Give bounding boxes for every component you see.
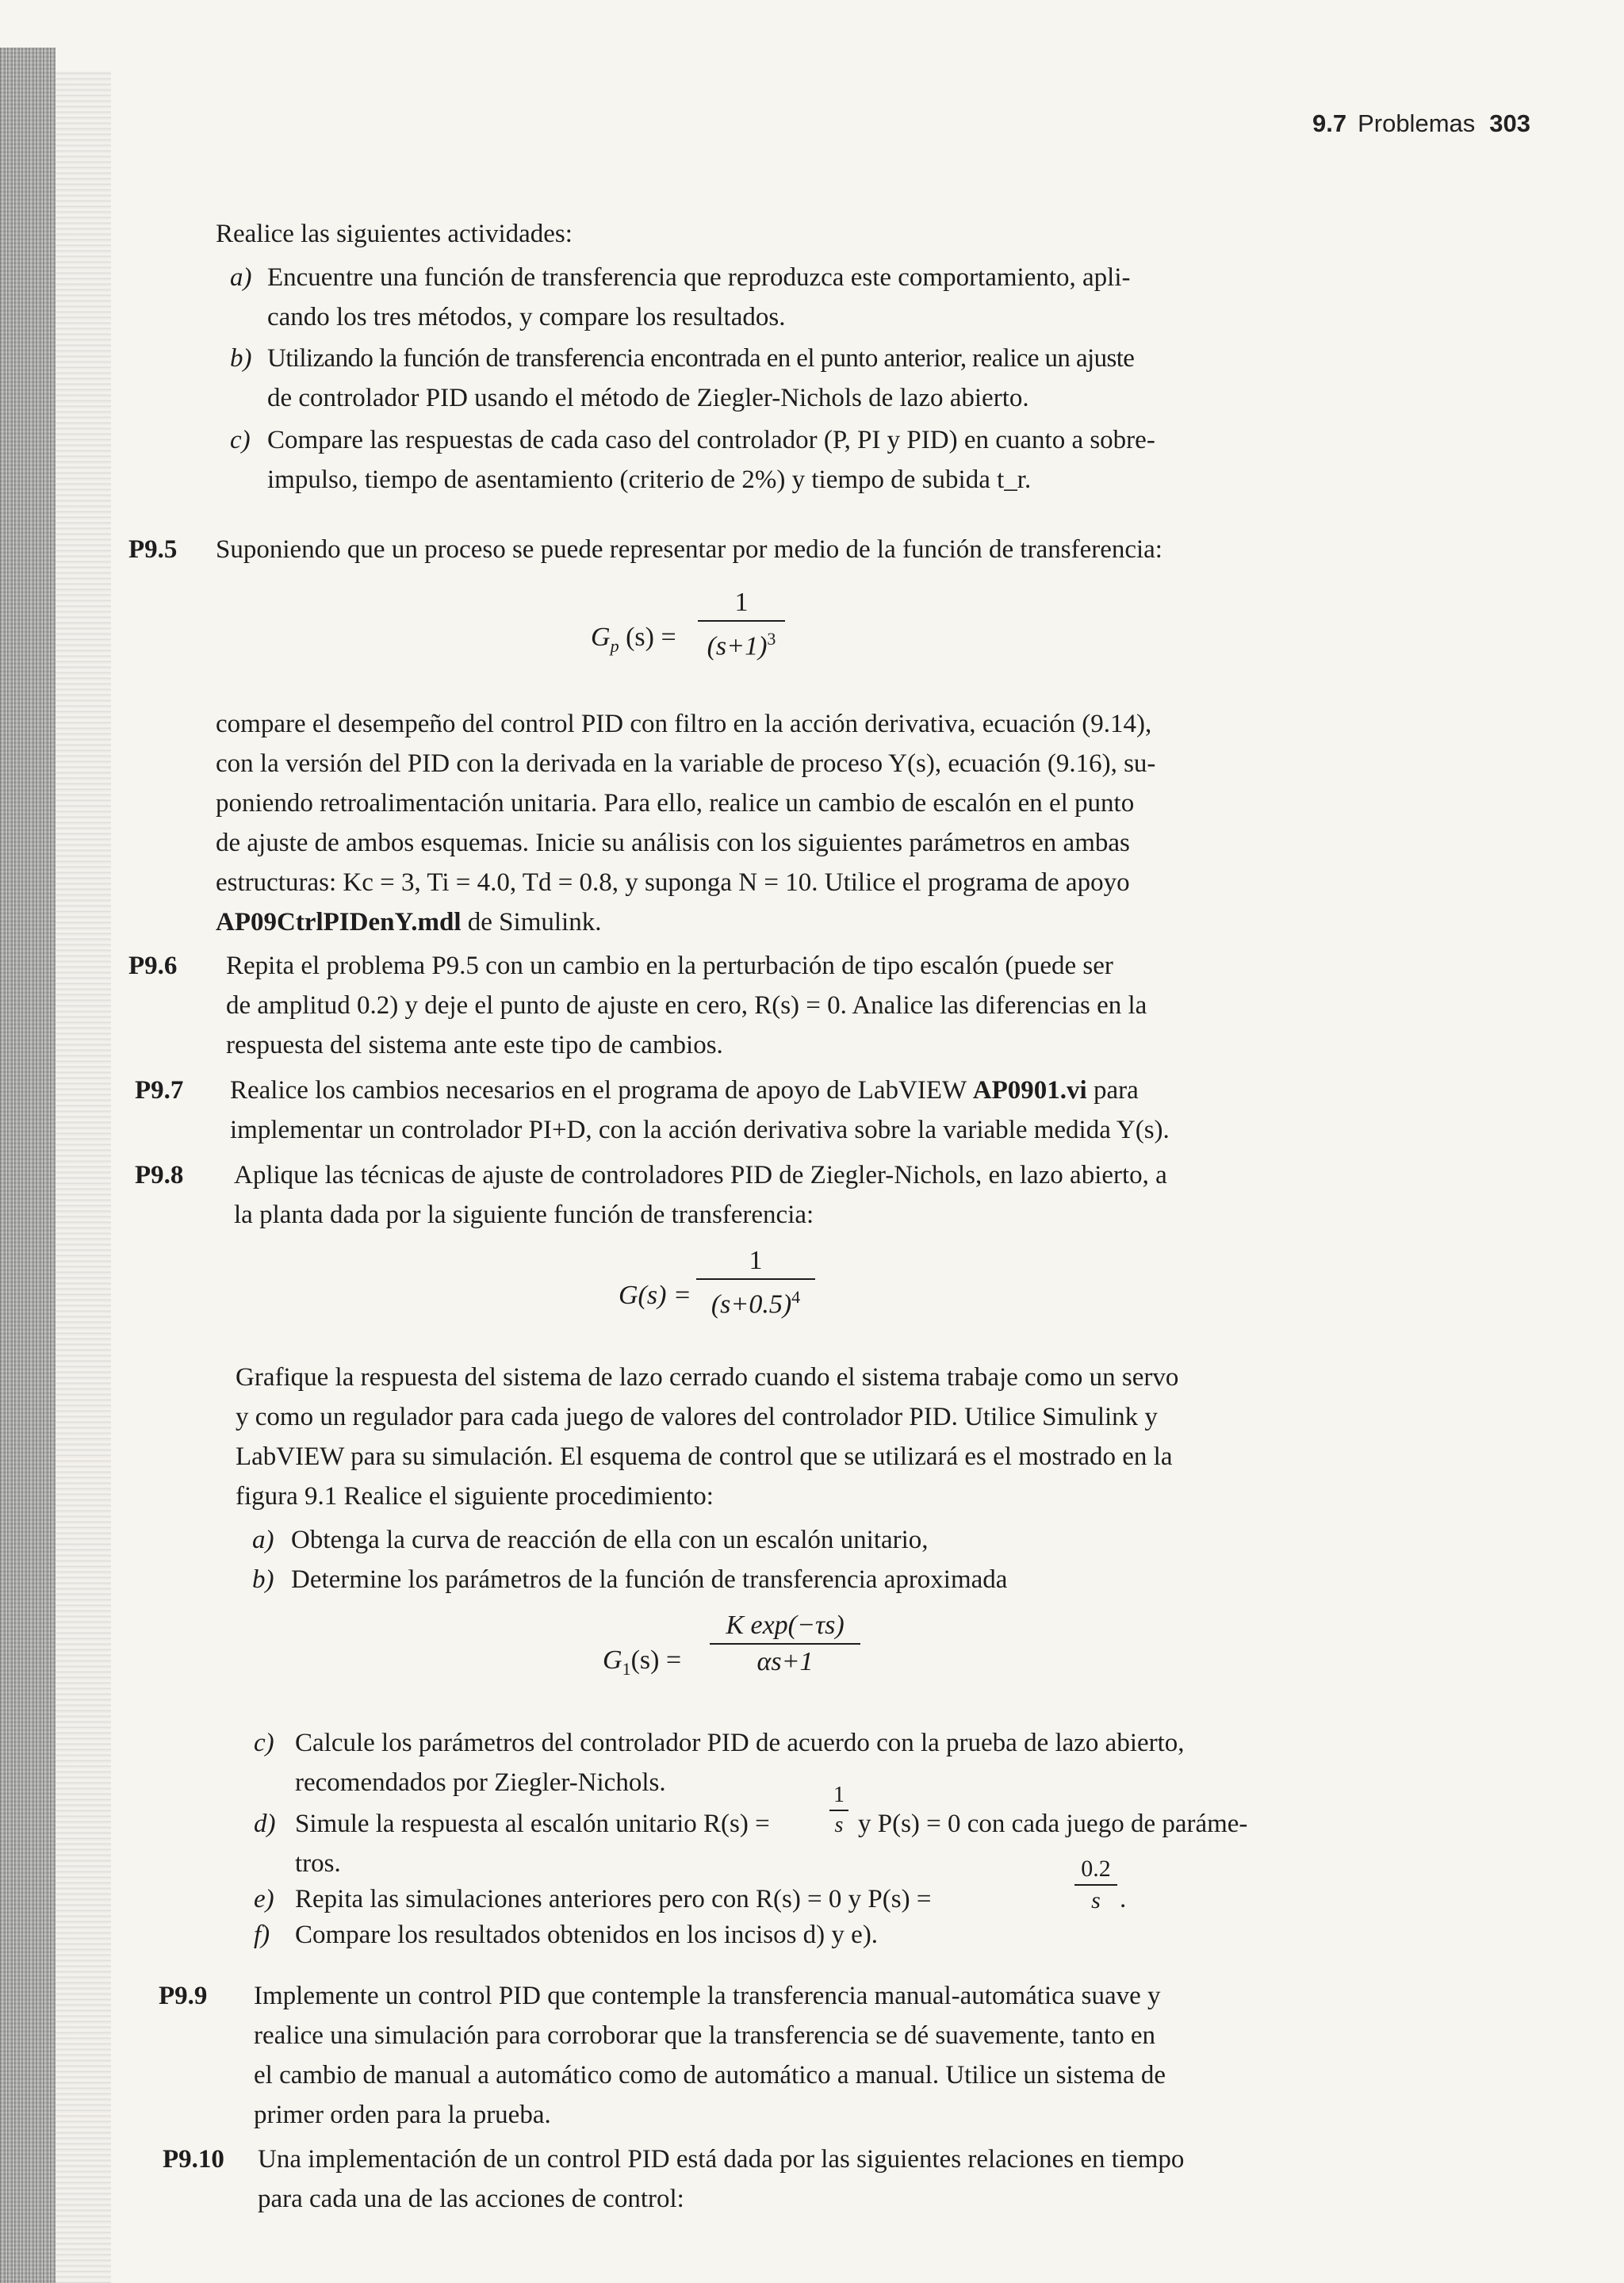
problem-line: poniendo retroalimentación unitaria. Para ello, realice un cambio de escalón en el punto bbox=[216, 789, 1135, 818]
item-line: Simule la respuesta al escalón unitario R(s) = bbox=[295, 1810, 770, 1838]
problem-line: Suponiendo que un proceso se puede representar por medio de la función de transferencia: bbox=[216, 535, 1162, 564]
item-label: c) bbox=[254, 1729, 274, 1757]
item-label: a) bbox=[230, 263, 252, 292]
item-line: cando los tres métodos, y compare los resultados. bbox=[267, 303, 786, 331]
item-line: y P(s) = 0 con cada juego de paráme- bbox=[858, 1810, 1248, 1838]
problem-line: Realice los cambios necesarios en el programa de apoyo de LabVIEW AP0901.vi para bbox=[230, 1076, 1139, 1105]
item-line: de controlador PID usando el método de Ziegler-Nichols de lazo abierto. bbox=[267, 384, 1029, 412]
item-label: c) bbox=[230, 426, 251, 454]
problem-line: y como un regulador para cada juego de valores del controlador PID. Utilice Simulink y bbox=[236, 1403, 1158, 1431]
problem-line: con la versión del PID con la derivada en la variable de proceso Y(s), ecuación (9.16), su- bbox=[216, 749, 1156, 778]
item-line: recomendados por Ziegler-Nichols. bbox=[295, 1768, 666, 1797]
problem-line: de amplitud 0.2) y deje el punto de ajuste en cero, R(s) = 0. Analice las diferencias en la bbox=[226, 991, 1147, 1020]
problem-line: el cambio de manual a automático como de automático a manual. Utilice un sistema de bbox=[254, 2061, 1166, 2090]
problem-line: implementar un controlador PI+D, con la acción derivativa sobre la variable medida Y(s). bbox=[230, 1116, 1170, 1144]
problem-line: Grafique la respuesta del sistema de lazo cerrado cuando el sistema trabaje como un servo bbox=[236, 1363, 1179, 1392]
problem-line: Aplique las técnicas de ajuste de controladores PID de Ziegler-Nichols, en lazo abierto, a bbox=[234, 1161, 1167, 1189]
equation-fraction: 1 $(s+1)^3$ bbox=[698, 587, 785, 662]
item-line: Utilizando la función de transferencia encontrada en el punto anterior, realice un ajuste bbox=[267, 344, 1135, 373]
file-name: AP09CtrlPIDenY.mdl bbox=[216, 908, 462, 937]
equation-fraction: K exp(−τs) αs+1 bbox=[710, 1610, 860, 1678]
problem-line: figura 9.1 Realice el siguiente procedimiento: bbox=[236, 1482, 714, 1511]
item-line: Obtenga la curva de reacción de ella con un escalón unitario, bbox=[291, 1526, 929, 1554]
file-name: AP0901.vi bbox=[972, 1076, 1087, 1105]
page-number: 303 bbox=[1489, 109, 1530, 137]
problem-label: P9.8 bbox=[135, 1161, 184, 1189]
problem-line: estructuras: Kc = 3, Ti = 4.0, Td = 0.8, y suponga N = 10. Utilice el programa de apoyo bbox=[216, 868, 1130, 897]
item-line: . bbox=[1120, 1885, 1127, 1913]
running-head bbox=[1213, 109, 1530, 138]
item-line: tros. bbox=[295, 1849, 341, 1878]
equation-lhs: G(s) = bbox=[619, 1281, 691, 1310]
problem-line: respuesta del sistema ante este tipo de cambios. bbox=[226, 1031, 723, 1059]
problem-line: para cada una de las acciones de control: bbox=[258, 2185, 684, 2213]
item-line: Encuentre una función de transferencia que reproduzca este comportamiento, apli- bbox=[267, 263, 1131, 292]
item-line: Compare los resultados obtenidos en los incisos d) y e). bbox=[295, 1921, 879, 1949]
problem-label: P9.5 bbox=[128, 535, 178, 564]
item-label: f) bbox=[254, 1921, 270, 1949]
intro-text: Realice las siguientes actividades: bbox=[216, 220, 573, 248]
scan-edge-shadow bbox=[56, 71, 111, 2283]
section-number: 9.7 bbox=[1312, 109, 1347, 137]
problem-line: LabVIEW para su simulación. El esquema de control que se utilizará es el mostrado en la bbox=[236, 1442, 1173, 1471]
equation-lhs: $G_p$ (s) = bbox=[591, 622, 676, 656]
item-label: e) bbox=[254, 1885, 274, 1913]
problem-line: Repita el problema P9.5 con un cambio en la perturbación de tipo escalón (puede ser bbox=[226, 952, 1113, 980]
inline-fraction: 0.2 s bbox=[1074, 1856, 1117, 1914]
item-label: a) bbox=[252, 1526, 274, 1554]
problem-line: de ajuste de ambos esquemas. Inicie su análisis con los siguientes parámetros en ambas bbox=[216, 829, 1130, 857]
equation-lhs: $G_1(s)$ = bbox=[603, 1645, 682, 1679]
item-label: b) bbox=[230, 344, 252, 373]
problem-line: Implemente un control PID que contemple la transferencia manual-automática suave y bbox=[254, 1982, 1161, 2010]
item-line: Compare las respuestas de cada caso del controlador (P, PI y PID) en cuanto a sobre- bbox=[267, 426, 1155, 454]
problem-line: Una implementación de un control PID está dada por las siguientes relaciones en tiempo bbox=[258, 2145, 1185, 2174]
problem-line: realice una simulación para corroborar que la transferencia se dé suavemente, tanto en bbox=[254, 2021, 1156, 2050]
item-line: Repita las simulaciones anteriores pero con R(s) = 0 y P(s) = bbox=[295, 1885, 932, 1913]
equation-fraction: 1 $(s+0.5)^4$ bbox=[696, 1245, 815, 1320]
item-label: d) bbox=[254, 1810, 276, 1838]
problem-label: P9.7 bbox=[135, 1076, 184, 1105]
problem-line: compare el desempeño del control PID con filtro en la acción derivativa, ecuación (9.14), bbox=[216, 710, 1152, 738]
item-line: impulso, tiempo de asentamiento (criterio de 2%) y tiempo de subida t_r. bbox=[267, 465, 1032, 494]
scan-binding-shadow bbox=[0, 48, 56, 2283]
problem-line: la planta dada por la siguiente función de transferencia: bbox=[234, 1201, 814, 1229]
section-title: Problemas bbox=[1358, 109, 1476, 137]
problem-line: AP09CtrlPIDenY.mdl de Simulink. bbox=[216, 908, 602, 937]
problem-label: P9.6 bbox=[128, 952, 178, 980]
inline-fraction: 1 s bbox=[829, 1783, 848, 1838]
problem-label: P9.9 bbox=[159, 1982, 208, 2010]
problem-label: P9.10 bbox=[163, 2145, 224, 2174]
item-line: Determine los parámetros de la función de transferencia aproximada bbox=[291, 1565, 1008, 1594]
item-label: b) bbox=[252, 1565, 274, 1594]
item-line: Calcule los parámetros del controlador PID de acuerdo con la prueba de lazo abierto, bbox=[295, 1729, 1185, 1757]
problem-line: primer orden para la prueba. bbox=[254, 2101, 551, 2129]
